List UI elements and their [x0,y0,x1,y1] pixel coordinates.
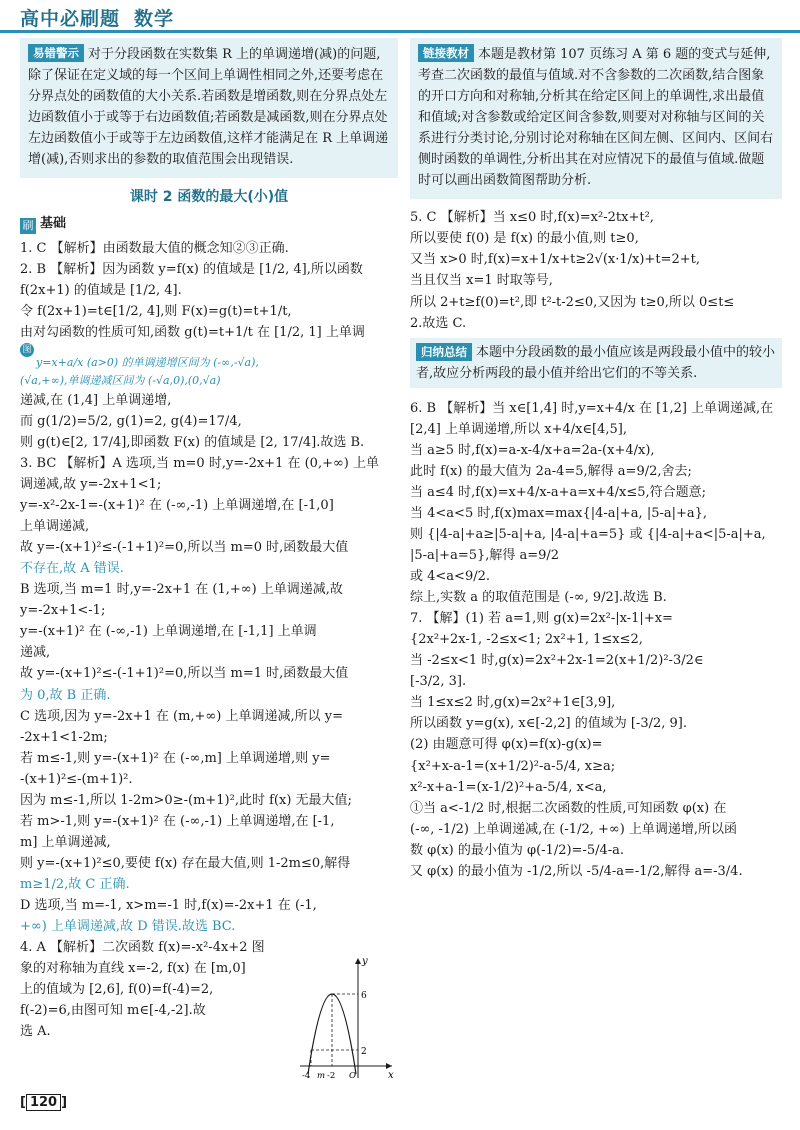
solution-line: 此时 f(x) 的最大值为 2a-4=5,解得 a=9/2,舍去; [410,463,692,479]
solution-line: y=-2x+1<-1; [20,603,106,619]
solution-line: 综上,实数 a 的取值范围是 (-∞, 9/2].故选 B. [410,590,667,606]
solution-line: 当 a≥5 时,f(x)=a-x-4/x+a=2a-(x+4/x), [410,442,655,458]
solution-line: 则 g(t)∈[2, 17/4],即函数 F(x) 的值域是 [2, 17/4].故选 B. [20,434,365,450]
brush-icon: 刷 [20,218,36,234]
solution-line: 5. C 【解析】当 x≤0 时,f(x)=x²-2tx+t², [410,210,654,226]
solution-line: 令 f(2x+1)=t∈[1/2, 4],则 F(x)=g(t)=t+1/t, [20,304,292,320]
solution-line: 递减,在 (1,4] 上单调递增, [20,392,172,408]
solution-line: 上单调递减, [20,519,90,535]
solution-line: 由对勾函数的性质可知,函数 g(t)=t+1/t 在 [1/2, 1] 上单调 [20,325,365,341]
textbook-link-box [410,38,782,199]
x-label: x [388,1070,394,1081]
solution-line: ①当 a<-1/2 时,根据二次函数的性质,可知函数 φ(x) 在 [410,800,727,816]
diagram-note-cont: (√a,+∞),单调递减区间为 (-√a,0),(0,√a) [20,374,221,388]
solution-line: 4. A 【解析】二次函数 f(x)=-x²-4x+2 图 [20,940,265,956]
solution-line: 当 a≤4 时,f(x)=x+4/x-a+a=x+4/x≤5,符合题意; [410,484,707,500]
solution-line: -2x+1<1-2m; [20,729,108,745]
textbook-link-text: 本题是教材第 107 页练习 A 第 6 题的变式与延伸,考查二次函数的最值与值域.对不含参数的二次函数,结合图象的开口方向和对称轴,分析其在给定区间上的单调性,求出最值和值域;对含参数或给定区间含参数,则要对对称轴与区间的关系进行分类讨论,分别讨论对称轴在区间左侧、区间内、区间右侧时函数的单调性,分析出其在对应情况下的最值与值域.做题时可以画出函数简图帮助分析. [418,47,774,189]
basic-label: 基础 [40,215,67,231]
page-number: [ 120 ] [20,1095,68,1110]
solution-line: -(x+1)²≤-(m+1)². [20,771,133,787]
solution-line: y=-x²-2x-1=-(x+1)² 在 (-∞,-1) 上单调递增,在 [-1,0] [20,498,334,514]
solution-line: m≥1/2,故 C 正确. [20,876,130,892]
solution-line: 上的值域为 [2,6], f(0)=f(-4)=2, [20,982,214,998]
solution-line: x²-x+a-1=(x-1/2)²+a-5/4, x<a, [410,779,607,795]
note-text: y=x+a/x (a>0) 的单调递增区间为 (-∞,-√a), [36,356,259,370]
error-tip-text: 对于分段函数在实数集 R 上的单调递增(减)的问题,除了保证在定义域的每一个区间上单调性相同之外,还要考虑在分界点处的函数值的大小关系.若函数是增函数,则在分界点处左边函数值小于或等于右边函数值;若函数是减函数,则在分界点处左边函数值小于或等于左边函数值,这样才能满足在 R 上单调递增(减),否则求出的参数的取值范围会出现错误. [28,47,389,168]
origin-label: O [349,1071,356,1081]
solution-line: 故 y=-(x+1)²≤-(-1+1)²=0,所以当 m=1 时,函数最大值 [20,666,349,682]
solution-line: 而 g(1/2)=5/2, g(1)=2, g(4)=17/4, [20,413,242,429]
solution-line: 故 y=-(x+1)²≤-(-1+1)²=0,所以当 m=0 时,函数最大值 [20,540,349,556]
summary-text: 本题中分段函数的最小值应该是两段最小值中的较小者,故应分析两段的最小值并给出它们的不等关系. [416,344,776,381]
solution-line: 6. B 【解析】当 x∈[1,4] 时,y=x+4/x 在 [1,2] 上单调递减,在 [410,400,774,416]
solution-line: 象的对称轴为直线 x=-2, f(x) 在 [m,0] [20,961,246,977]
solution-line: D 选项,当 m=-1, x>m=-1 时,f(x)=-2x+1 在 (-1, [20,897,317,913]
solution-line: 若 m≤-1,则 y=-(x+1)² 在 (-∞,m] 上单调递增,则 y= [20,750,331,766]
solution-line: 则 {|4-a|+a≥|5-a|+a, |4-a|+a=5} 或 {|4-a|+a<|5-a|+a, |5-a|+a=5},解得 a=9/2 [410,526,766,564]
x-tick-neg4: -4 [302,1071,311,1081]
solution-line: 因为 m≤-1,所以 1-2m>0≥-(m+1)²,此时 f(x) 无最大值; [20,792,352,808]
solution-line: B 选项,当 m=1 时,y=-2x+1 在 (1,+∞) 上单调递减,故 [20,582,343,598]
summary-box [410,338,782,388]
solution-line: 1. C 【解析】由函数最大值的概念知②③正确. [20,241,289,256]
solution-line: {x²+x-a-1=(x+1/2)²-a-5/4, x≥a; [410,758,616,774]
x-tick-m: m [317,1071,326,1081]
book-title-text: 高中必刷题 [20,8,121,30]
solution-line: f(-2)=6,由图可知 m∈[-4,-2].故 [20,1003,206,1019]
textbook-link-tag: 链接教材 [418,44,474,62]
solution-line: m] 上单调递减, [20,834,111,850]
y-tick-2: 2 [361,1047,367,1057]
solution-line: 递减, [20,645,51,661]
solution-line: +∞) 上单调递减,故 D 错误.故选 BC. [20,919,236,935]
y-axis-arrow [355,958,361,964]
diagram-note [20,343,398,372]
error-tip-box [20,38,398,178]
solution-line: 2.故选 C. [410,315,467,331]
solution-line: 数 φ(x) 的最小值为 φ(-1/2)=-5/4-a. [410,842,625,858]
solution-line: 当 1≤x≤2 时,g(x)=2x²+1∈[3,9], [410,695,616,711]
header-rule [0,30,800,33]
solution-line: 所以函数 y=g(x), x∈[-2,2] 的值域为 [-3/2, 9]. [410,716,687,732]
solution-line: [-3/2, 3]. [410,674,467,690]
solution-line: y=-(x+1)² 在 (-∞,-1) 上单调递增,在 [-1,1] 上单调 [20,624,317,640]
solution-line: 当且仅当 x=1 时取等号, [410,273,553,289]
error-tip-tag: 易错警示 [28,44,84,62]
section-title: 课时 2 函数的最大(小)值 [129,189,289,206]
right-column [410,38,782,882]
y-label: y [362,956,368,967]
summary-tag: 归纳总结 [416,343,472,361]
solution-line: [2,4] 上单调递增,所以 x+4/x∈[4,5], [410,421,627,437]
solution-line: 或 4<a<9/2. [410,569,490,585]
solution-line: 则 y=-(x+1)²≤0,要使 f(x) 存在最大值,则 1-2m≤0,解得 [20,855,351,871]
solution-line: 所以 2+t≥f(0)=t²,即 t²-t-2≤0,又因为 t≥0,所以 0≤t≤ [410,294,735,310]
parabola-figure [296,954,396,1084]
solution-line: (2) 由题意可得 φ(x)=f(x)-g(x)= [410,737,603,753]
solution-line: 7. 【解】(1) 若 a=1,则 g(x)=2x²-|x-1|+x= [410,611,673,627]
solution-line: (-∞, -1/2) 上单调递减,在 (-1/2, +∞) 上单调递增,所以函 [410,821,738,837]
solution-line: 当 -2≤x<1 时,g(x)=2x²+2x-1=2(x+1/2)²-3/2∈ [410,653,704,669]
solution-line: 又 φ(x) 的最小值为 -1/2,所以 -5/4-a=-1/2,解得 a=-3/4. [410,863,743,879]
solution-line: {2x²+2x-1, -2≤x<1; 2x²+1, 1≤x≤2, [410,632,643,648]
basic-heading [20,213,398,234]
solution-line: 若 m>-1,则 y=-(x+1)² 在 (-∞,-1) 上单调递增,在 [-1, [20,813,335,829]
solution-line: 所以要使 f(0) 是 f(x) 的最小值,则 t≥0, [410,231,639,247]
solution-line: 不存在,故 A 错误. [20,561,124,577]
y-tick-6: 6 [361,991,367,1001]
problem-4-block [20,937,288,1042]
left-column [20,38,398,1042]
page-number-text: 120 [26,1094,61,1111]
page-header [0,0,800,32]
solution-line: 为 0,故 B 正确. [20,687,111,703]
solution-line: 选 A. [20,1024,51,1040]
note-icon: 图解 [20,343,34,357]
solution-line: 又当 x>0 时,f(x)=x+1/x+t≥2√(x·1/x)+t=2+t, [410,252,700,268]
subject-label: 数学 [134,8,175,30]
x-axis-arrow [386,1063,392,1069]
solution-line: 3. BC 【解析】A 选项,当 m=0 时,y=-2x+1 在 (0,+∞) 上单 [20,456,380,471]
solution-line: 2. B 【解析】因为函数 y=f(x) 的值域是 [1/2, 4],所以函数 [20,262,363,278]
solution-line: 调递减,故 y=-2x+1<1; [20,477,162,493]
solution-line: C 选项,因为 y=-2x+1 在 (m,+∞) 上单调递减,所以 y= [20,708,343,724]
solution-line: 当 4<a<5 时,f(x)max=max{|4-a|+a, |5-a|+a}, [410,505,708,521]
x-tick-neg2: -2 [327,1071,336,1081]
solution-line: f(2x+1) 的值域是 [1/2, 4]. [20,283,182,299]
left-solutions [20,238,398,1042]
